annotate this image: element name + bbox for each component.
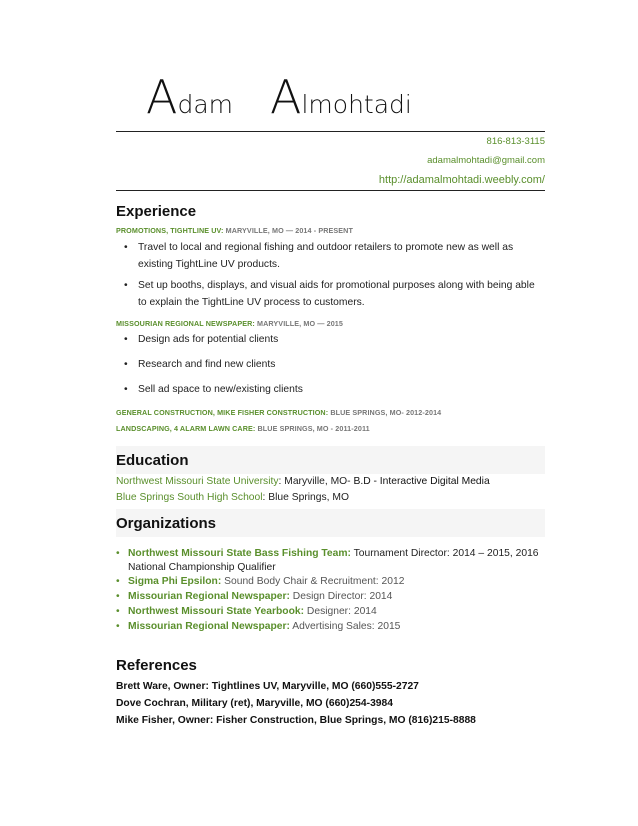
list-item: • Travel to local and regional fishing and outdoor retailers to promote new as well as existing TightLine UV products. (124, 239, 544, 273)
email-link[interactable]: adamalmohtadi@gmail.com (427, 155, 545, 166)
job-title: MISSOURIAN REGIONAL NEWSPAPER: MARYVILLE, MO — 2015 (116, 319, 344, 328)
reference-item: Dove Cochran, Military (ret), Maryville, MO (660)254-3984 (116, 698, 393, 709)
bullet-icon: • (116, 606, 120, 617)
list-item: • Missourian Regional Newspaper: Design Director: 2014 (116, 591, 393, 602)
bullet-icon: • (124, 359, 128, 370)
references-heading: References (116, 657, 197, 674)
header-rule (116, 131, 545, 132)
education-item: Blue Springs South High School: Blue Springs, MO (116, 492, 349, 503)
job-title: PROMOTIONS, TIGHTLINE UV: MARYVILLE, MO — 2014 - PRESENT (116, 226, 353, 235)
education-heading: Education (116, 452, 189, 469)
bullet-icon: • (116, 576, 120, 587)
list-item: • Set up booths, displays, and visual aids for promotional purposes along with being able to explain the TightLine UV process to customers. (124, 277, 544, 311)
reference-item: Mike Fisher, Owner: Fisher Construction, Blue Springs, MO (816)215-8888 (116, 715, 476, 726)
list-item: • Sigma Phi Epsilon: Sound Body Chair & Recruitment: 2012 (116, 576, 405, 587)
organizations-heading: Organizations (116, 515, 217, 532)
first-name: Adam (146, 70, 234, 124)
list-item: • Missourian Regional Newspaper: Advertising Sales: 2015 (116, 621, 401, 632)
last-name: Almohtadi (270, 70, 412, 124)
bullet-icon: • (116, 591, 120, 602)
bullet-icon: • (124, 280, 128, 291)
phone: 816-813-3115 (486, 136, 545, 147)
contact-rule (116, 190, 545, 191)
list-item: • Design ads for potential clients (124, 331, 544, 348)
website-link[interactable]: http://adamalmohtadi.weebly.com/ (378, 174, 545, 186)
list-item: • Northwest Missouri State Yearbook: Designer: 2014 (116, 606, 377, 617)
list-item: • Northwest Missouri State Bass Fishing Team: Tournament Director: 2014 – 2015, 2016 National Championship Qualifier (116, 548, 539, 573)
list-item: • Sell ad space to new/existing clients (124, 381, 544, 398)
list-item: • Research and find new clients (124, 356, 544, 373)
bullet-icon: • (124, 334, 128, 345)
reference-item: Brett Ware, Owner: Tightlines UV, Maryville, MO (660)555-2727 (116, 681, 419, 692)
bullet-icon: • (116, 621, 120, 632)
job-title: LANDSCAPING, 4 ALARM LAWN CARE: BLUE SPRINGS, MO - 2011-2011 (116, 424, 370, 433)
bullet-icon: • (124, 242, 128, 253)
education-item: Northwest Missouri State University: Maryville, MO- B.D - Interactive Digital Media (116, 476, 490, 487)
experience-heading: Experience (116, 203, 197, 220)
bullet-icon: • (116, 548, 120, 559)
job-title: GENERAL CONSTRUCTION, MIKE FISHER CONSTRUCTION: BLUE SPRINGS, MO- 2012-2014 (116, 408, 442, 417)
bullet-icon: • (124, 384, 128, 395)
